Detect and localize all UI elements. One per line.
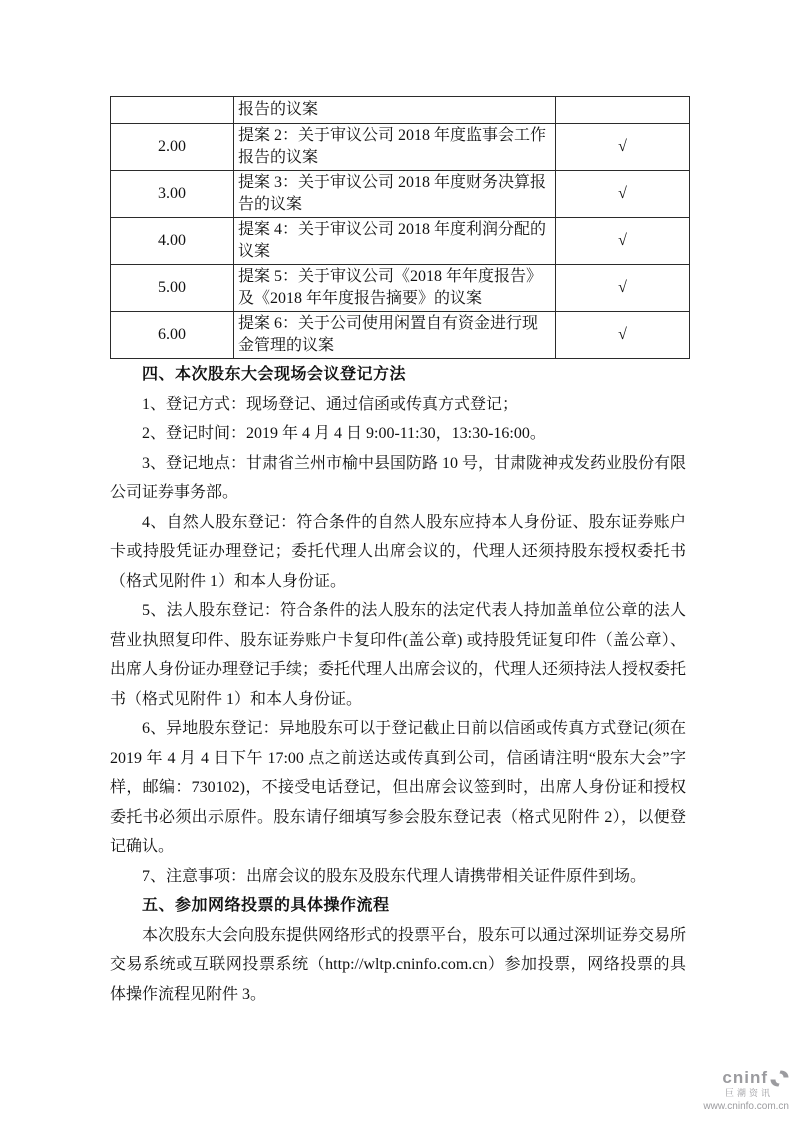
cninfo-logo [703, 1069, 789, 1112]
vote-check-cell: √ [556, 124, 690, 171]
registration-item-1: 1、登记方式：现场登记、通过信函或传真方式登记； [142, 395, 519, 413]
proposal-title-cell: 提案 6：关于公司使用闲置自有资金进行现金管理的议案 [234, 312, 556, 359]
registration-item-4: 4、自然人股东登记：符合条件的自然人股东应持本人身份证、股东证券账户卡或持股凭证办理登记；委托代理人出席会议的，代理人还须持股东授权委托书（格式见附件 1）和本人身份证。 [110, 513, 686, 590]
proposal-number-cell: 5.00 [111, 265, 234, 312]
table-row [111, 265, 690, 312]
registration-item-5: 5、法人股东登记：符合条件的法人股东的法定代表人持加盖单位公章的法人营业执照复印件、股东证券账户卡复印件(盖公章) 或持股凭证复印件（盖公章）、出席人身份证办理登记手续；委托代理人出席会议的，代理人还须持法人授权委托书（格式见附件 1）和本人身份证。 [110, 602, 687, 708]
document-body [110, 360, 686, 1009]
proposal-table [110, 96, 690, 359]
logo-brand-text: cninf [722, 1068, 768, 1088]
table-row [111, 171, 690, 218]
logo-brand-row [703, 1069, 789, 1088]
section5-heading: 五、参加网络投票的具体操作流程 [142, 897, 390, 914]
section4-heading: 四、本次股东大会现场会议登记方法 [142, 366, 407, 383]
proposal-number-cell: 2.00 [111, 124, 234, 171]
registration-item-3: 3、登记地点：甘肃省兰州市榆中县国防路 10 号，甘肃陇神戎发药业股份有限公司证券事务部。 [110, 454, 687, 501]
cninfo-swirl-icon [770, 1070, 789, 1087]
proposal-number-cell: 3.00 [111, 171, 234, 218]
proposal-number-cell: 4.00 [111, 218, 234, 265]
logo-cn-name: 巨潮资讯 [724, 1088, 773, 1099]
online-voting-paragraph: 本次股东大会向股东提供网络形式的投票平台，股东可以通过深圳证券交易所交易系统或互联网投票系统（http://wltp.cninfo.com.cn）参加投票，网络投票的具体操作流程见附件 3。 [110, 926, 687, 1003]
proposal-title-cell: 提案 5：关于审议公司《2018 年年度报告》及《2018 年年度报告摘要》的议案 [234, 265, 556, 312]
registration-item-2: 2、登记时间：2019 年 4 月 4 日 9:00-11:30，13:30-16:00。 [142, 425, 546, 442]
proposal-title-cell: 报告的议案 [234, 97, 556, 124]
table-row [111, 312, 690, 359]
table-row [111, 124, 690, 171]
table-row [111, 218, 690, 265]
proposal-number-cell: 6.00 [111, 312, 234, 359]
vote-check-cell: √ [556, 312, 690, 359]
logo-url: www.cninfo.com.cn [703, 1101, 789, 1112]
vote-check-cell [556, 97, 690, 124]
proposal-number-cell [111, 97, 234, 124]
vote-check-cell: √ [556, 218, 690, 265]
vote-check-cell: √ [556, 171, 690, 218]
registration-item-7: 7、注意事项：出席会议的股东及股东代理人请携带相关证件原件到场。 [142, 867, 647, 885]
proposal-title-cell: 提案 4：关于审议公司 2018 年度利润分配的议案 [234, 218, 556, 265]
proposal-table-wrap [110, 96, 690, 359]
proposal-title-cell: 提案 3：关于审议公司 2018 年度财务决算报告的议案 [234, 171, 556, 218]
registration-item-6: 6、异地股东登记：异地股东可以于登记截止日前以信函或传真方式登记(须在 2019 年 4 月 4 日下午 17:00 点之前送达或传真到公司，信函请注明“股东大会”字样，邮编：730102)，不接受电话登记，但出席会议签到时，出席人身份证和授权委托书必须出示原件。股东请仔细填写参会股东登记表（格式见附件 2），以便登记确认。 [110, 720, 686, 855]
proposal-title-cell: 提案 2：关于审议公司 2018 年度监事会工作报告的议案 [234, 124, 556, 171]
table-row [111, 97, 690, 124]
vote-check-cell: √ [556, 265, 690, 312]
